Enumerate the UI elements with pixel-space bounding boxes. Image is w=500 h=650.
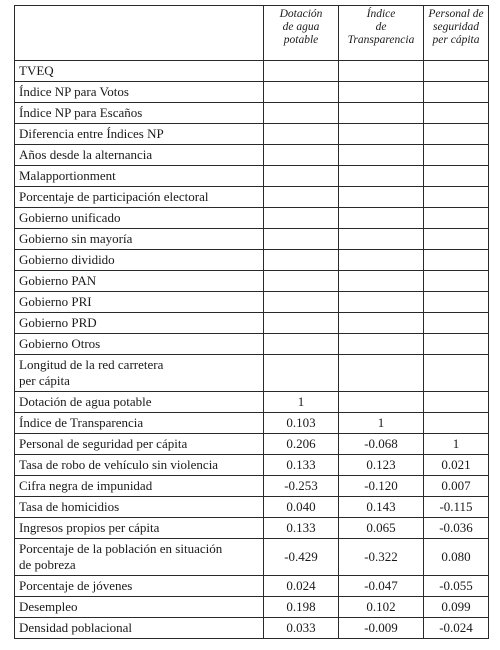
table-cell: -0.009 — [339, 618, 424, 639]
table-cell: -0.047 — [339, 576, 424, 597]
row-label: Dotación de agua potable — [15, 392, 264, 413]
table-cell: 0.033 — [264, 618, 339, 639]
table-row — [15, 124, 489, 145]
table-cell — [424, 166, 489, 187]
row-label: Índice NP para Escaños — [15, 103, 264, 124]
column-header-line: per cápita — [432, 34, 480, 46]
table-row — [15, 413, 489, 434]
table-cell — [339, 208, 424, 229]
header-corner-cell — [15, 6, 264, 61]
table-cell: 0.040 — [264, 497, 339, 518]
row-label: Malapportionment — [15, 166, 264, 187]
column-header-line: Transparencia — [347, 34, 415, 46]
table-cell — [424, 145, 489, 166]
table-cell — [339, 392, 424, 413]
table-row — [15, 576, 489, 597]
table-row — [15, 271, 489, 292]
row-label: Gobierno PRI — [15, 292, 264, 313]
table-cell — [424, 208, 489, 229]
column-header-line: de agua — [282, 21, 320, 33]
table-cell — [424, 82, 489, 103]
table-cell: -0.036 — [424, 518, 489, 539]
column-header-line: Personal de — [428, 8, 484, 20]
table-cell — [424, 392, 489, 413]
table-row — [15, 103, 489, 124]
table-cell — [339, 313, 424, 334]
column-header-line: seguridad — [433, 21, 479, 33]
table-cell: 0.099 — [424, 597, 489, 618]
table-row — [15, 618, 489, 639]
table-cell — [339, 103, 424, 124]
table-row — [15, 250, 489, 271]
table-cell: -0.322 — [339, 539, 424, 576]
table-cell — [264, 250, 339, 271]
header-row — [15, 6, 489, 61]
correlation-table-container — [14, 5, 489, 639]
table-cell: -0.115 — [424, 497, 489, 518]
row-label: Cifra negra de impunidad — [15, 476, 264, 497]
table-cell — [339, 271, 424, 292]
table-cell: 0.102 — [339, 597, 424, 618]
table-cell — [339, 61, 424, 82]
row-label: Gobierno PAN — [15, 271, 264, 292]
table-row — [15, 597, 489, 618]
column-header — [424, 6, 489, 61]
table-cell — [424, 355, 489, 392]
table-cell — [339, 334, 424, 355]
table-cell — [339, 355, 424, 392]
table-row — [15, 292, 489, 313]
column-header-line: de — [375, 21, 387, 33]
table-row — [15, 166, 489, 187]
table-row — [15, 518, 489, 539]
table-cell — [339, 82, 424, 103]
table-cell: -0.253 — [264, 476, 339, 497]
table-cell: 0.198 — [264, 597, 339, 618]
table-cell — [264, 103, 339, 124]
table-row — [15, 145, 489, 166]
row-label: Índice de Transparencia — [15, 413, 264, 434]
table-cell — [339, 187, 424, 208]
table-row — [15, 229, 489, 250]
table-row — [15, 334, 489, 355]
table-cell — [339, 166, 424, 187]
table-cell: 0.024 — [264, 576, 339, 597]
column-header-line: Dotación — [279, 8, 323, 20]
table-cell — [424, 271, 489, 292]
table-row — [15, 476, 489, 497]
table-cell — [264, 82, 339, 103]
table-cell — [264, 145, 339, 166]
table-cell — [339, 250, 424, 271]
row-label: Porcentaje de la población en situación de pobreza — [15, 539, 264, 576]
column-header — [339, 6, 424, 61]
table-cell — [424, 250, 489, 271]
table-row — [15, 313, 489, 334]
column-header — [264, 6, 339, 61]
table-row — [15, 434, 489, 455]
row-label: Gobierno sin mayoría — [15, 229, 264, 250]
row-label: Porcentaje de participación electoral — [15, 187, 264, 208]
table-cell — [264, 271, 339, 292]
table-cell — [264, 313, 339, 334]
table-cell — [264, 208, 339, 229]
table-cell — [264, 166, 339, 187]
table-row — [15, 539, 489, 576]
row-label: TVEQ — [15, 61, 264, 82]
column-header-line: potable — [283, 34, 319, 46]
table-cell — [264, 187, 339, 208]
table-cell — [424, 334, 489, 355]
table-cell: 0.133 — [264, 518, 339, 539]
table-cell: 0.021 — [424, 455, 489, 476]
row-label: Gobierno PRD — [15, 313, 264, 334]
table-cell: 1 — [264, 392, 339, 413]
row-label: Porcentaje de jóvenes — [15, 576, 264, 597]
table-cell — [424, 61, 489, 82]
table-cell — [264, 292, 339, 313]
row-label: Gobierno dividido — [15, 250, 264, 271]
table-cell — [424, 187, 489, 208]
table-row — [15, 497, 489, 518]
table-cell: -0.429 — [264, 539, 339, 576]
table-row — [15, 455, 489, 476]
table-cell — [339, 145, 424, 166]
table-cell — [264, 229, 339, 250]
column-header-line: Índice — [366, 8, 396, 20]
table-cell — [339, 124, 424, 145]
row-label: Tasa de robo de vehículo sin violencia — [15, 455, 264, 476]
correlation-table — [14, 5, 489, 639]
row-label: Años desde la alternancia — [15, 145, 264, 166]
table-row — [15, 82, 489, 103]
table-row — [15, 61, 489, 82]
row-label: Gobierno Otros — [15, 334, 264, 355]
table-row — [15, 392, 489, 413]
table-cell — [424, 313, 489, 334]
table-cell — [339, 292, 424, 313]
row-label: Personal de seguridad per cápita — [15, 434, 264, 455]
table-cell — [424, 292, 489, 313]
row-label: Densidad poblacional — [15, 618, 264, 639]
table-cell: 0.007 — [424, 476, 489, 497]
table-cell — [424, 124, 489, 145]
table-cell — [339, 229, 424, 250]
table-cell — [424, 229, 489, 250]
table-cell: 0.143 — [339, 497, 424, 518]
table-cell — [264, 334, 339, 355]
table-cell: 1 — [424, 434, 489, 455]
row-label: Tasa de homicidios — [15, 497, 264, 518]
table-cell — [424, 413, 489, 434]
table-cell: -0.120 — [339, 476, 424, 497]
row-label: Diferencia entre Índices NP — [15, 124, 264, 145]
row-label: Ingresos propios per cápita — [15, 518, 264, 539]
table-cell: 1 — [339, 413, 424, 434]
table-cell: 0.065 — [339, 518, 424, 539]
table-cell — [264, 355, 339, 392]
table-row — [15, 187, 489, 208]
table-cell — [264, 124, 339, 145]
table-cell: 0.103 — [264, 413, 339, 434]
table-row — [15, 208, 489, 229]
table-cell: 0.133 — [264, 455, 339, 476]
table-cell: -0.024 — [424, 618, 489, 639]
table-cell: 0.080 — [424, 539, 489, 576]
row-label: Gobierno unificado — [15, 208, 264, 229]
row-label: Índice NP para Votos — [15, 82, 264, 103]
table-cell: 0.206 — [264, 434, 339, 455]
table-body — [15, 61, 489, 639]
table-cell: 0.123 — [339, 455, 424, 476]
table-row — [15, 355, 489, 392]
row-label: Desempleo — [15, 597, 264, 618]
table-cell — [424, 103, 489, 124]
row-label: Longitud de la red carretera per cápita — [15, 355, 264, 392]
table-cell: -0.068 — [339, 434, 424, 455]
table-cell: -0.055 — [424, 576, 489, 597]
table-cell — [264, 61, 339, 82]
